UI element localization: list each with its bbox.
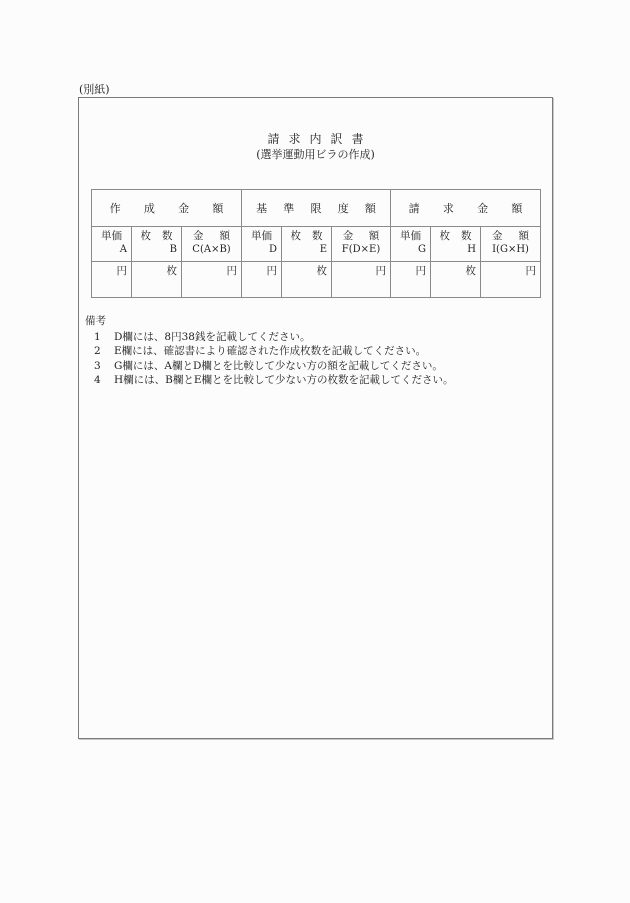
- column-header-e: 枚 数 E: [282, 227, 332, 262]
- column-header-i: 金 額 I(G×H): [481, 227, 541, 262]
- cell-h-quantity[interactable]: 枚: [431, 262, 481, 298]
- column-header-d: 単価 D: [242, 227, 282, 262]
- cell-b-quantity[interactable]: 枚: [132, 262, 182, 298]
- column-header-row: [92, 227, 541, 262]
- attachment-label: (別紙): [79, 83, 110, 96]
- cell-i-amount[interactable]: 円: [481, 262, 541, 298]
- column-header-c: 金 額 C(A×B): [182, 227, 242, 262]
- document-subtitle: (選挙運動用ビラの作成): [256, 148, 375, 161]
- document-title: 請求内訳書: [267, 132, 373, 146]
- cell-g-unit-price[interactable]: 円: [391, 262, 431, 298]
- table-row: [92, 262, 541, 298]
- note-item: 1 D欄には、8円38銭を記載してください。: [94, 330, 311, 343]
- document-frame: [78, 97, 553, 739]
- cell-f-amount[interactable]: 円: [332, 262, 391, 298]
- breakdown-table: [91, 189, 541, 298]
- group-header-production-amount: 作 成 金 額: [92, 190, 242, 227]
- column-header-b: 枚 数 B: [132, 227, 182, 262]
- group-header-standard-limit: 基 準 限 度 額: [242, 190, 391, 227]
- note-item: 2 E欄には、確認書により確認された作成枚数を記載してください。: [94, 345, 427, 357]
- note-item: 3 G欄には、A欄とD欄とを比較して少ない方の額を記載してください。: [94, 359, 443, 372]
- column-header-f: 金 額 F(D×E): [332, 227, 391, 262]
- cell-a-unit-price[interactable]: 円: [92, 262, 132, 298]
- cell-e-quantity[interactable]: 枚: [282, 262, 332, 298]
- group-header-row: [92, 190, 541, 227]
- group-header-claim-amount: 請 求 金 額: [391, 190, 541, 227]
- column-header-g: 単価 G: [391, 227, 431, 262]
- note-item: 4 H欄には、B欄とE欄とを比較して少ない方の枚数を記載してください。: [94, 374, 454, 386]
- notes-section: [85, 314, 454, 388]
- column-header-h: 枚 数 H: [431, 227, 481, 262]
- notes-heading: 備考: [85, 315, 106, 327]
- cell-c-amount[interactable]: 円: [182, 262, 242, 298]
- column-header-a: 単価 A: [92, 227, 132, 262]
- cell-d-unit-price[interactable]: 円: [242, 262, 282, 298]
